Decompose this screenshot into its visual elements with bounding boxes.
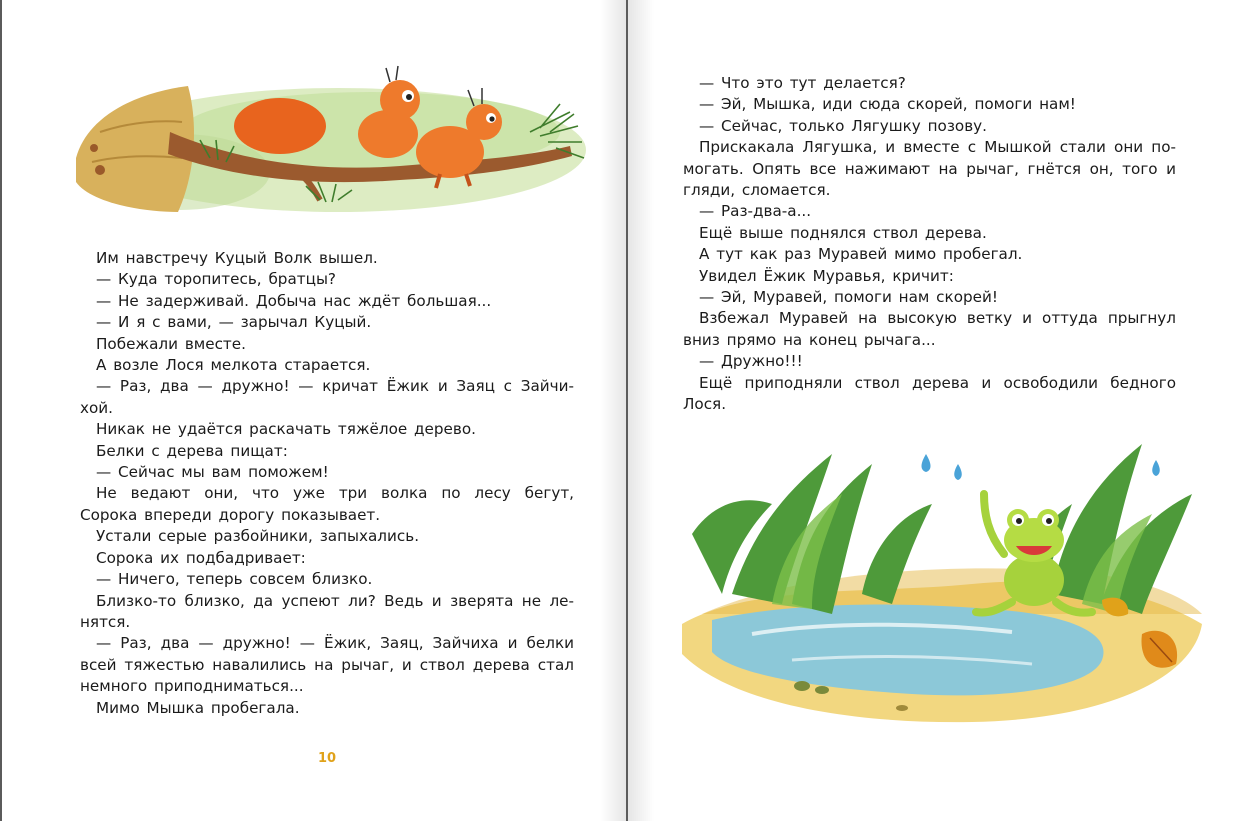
paragraph: — Что это тут делается? xyxy=(699,74,906,92)
paragraph: Мимо Мышка пробегала. xyxy=(96,698,300,717)
paragraph: Им навстречу Куцый Волк вышел. xyxy=(96,249,378,267)
paragraph: Ещё приподняли ствол дерева и освободили бедного Лося. xyxy=(683,373,1176,414)
gutter-shadow-left xyxy=(600,0,626,821)
paragraph: Взбежал Муравей на высокую ветку и оттуда прыгнул вниз прямо на конец рычага... xyxy=(683,309,1176,349)
left-page xyxy=(2,0,626,821)
paragraph: Белки с дерева пищат: xyxy=(96,441,288,460)
right-page xyxy=(628,0,1253,821)
paragraph: — Сейчас мы вам поможем! xyxy=(96,463,329,482)
paragraph: — Ничего, теперь совсем близко. xyxy=(96,570,373,589)
paragraph: Побежали вместе. xyxy=(96,334,246,353)
paragraph: А возле Лося мелкота старается. xyxy=(96,356,371,375)
right-page-text xyxy=(683,73,1176,416)
paragraph: Ещё выше поднялся ствол дерева. xyxy=(699,223,987,242)
paragraph: Увидел Ёжик Муравья, кричит: xyxy=(699,266,954,285)
page-number: 10 xyxy=(318,751,337,766)
paragraph: — Раз, два — дружно! — кричат Ёжик и Заяц с Зайчи-хой. xyxy=(80,377,574,417)
paragraph: — Эй, Мышка, иди сюда скорей, помоги нам! xyxy=(699,95,1076,114)
paragraph: — Сейчас, только Лягушку позову. xyxy=(699,116,987,135)
left-page-text xyxy=(80,248,574,719)
paragraph: — Дружно!!! xyxy=(699,352,803,371)
paragraph: Не ведают они, что уже три волка по лесу бегут, Сорока впереди дорогу показывает. xyxy=(80,484,574,524)
paragraph: — Эй, Муравей, помоги нам скорей! xyxy=(699,288,998,307)
paragraph: Никак не удаётся раскачать тяжёлое дерево. xyxy=(96,420,476,439)
paragraph: А тут как раз Муравей мимо пробегал. xyxy=(699,245,1023,264)
paragraph: — Куда торопитесь, братцы? xyxy=(96,270,336,289)
paragraph: Сорока их подбадривает: xyxy=(96,548,306,567)
paragraph: — Раз-два-а... xyxy=(699,202,812,221)
paragraph: Устали серые разбойники, запыхались. xyxy=(96,527,420,546)
paragraph: — И я с вами, — зарычал Куцый. xyxy=(96,313,372,332)
paragraph: — Раз, два — дружно! — Ёжик, Заяц, Зайчиха и белки всей тяжестью навалились на рычаг, и ствол дерева стал немного приподниматься... xyxy=(80,634,574,696)
paragraph: Близко-то близко, да успеют ли? Ведь и зверята не ле-нятся. xyxy=(80,591,574,631)
gutter-shadow-right xyxy=(628,0,654,821)
squirrels-on-branch-illustration xyxy=(70,62,592,222)
frog-by-pond-illustration xyxy=(672,424,1212,726)
paragraph: Прискакала Лягушка, и вместе с Мышкой стали они по-могать. Опять все нажимают на рычаг, гнётся он, того и гляди, сломается. xyxy=(683,138,1176,200)
paragraph: — Не задерживай. Добыча нас ждёт большая... xyxy=(96,291,492,310)
